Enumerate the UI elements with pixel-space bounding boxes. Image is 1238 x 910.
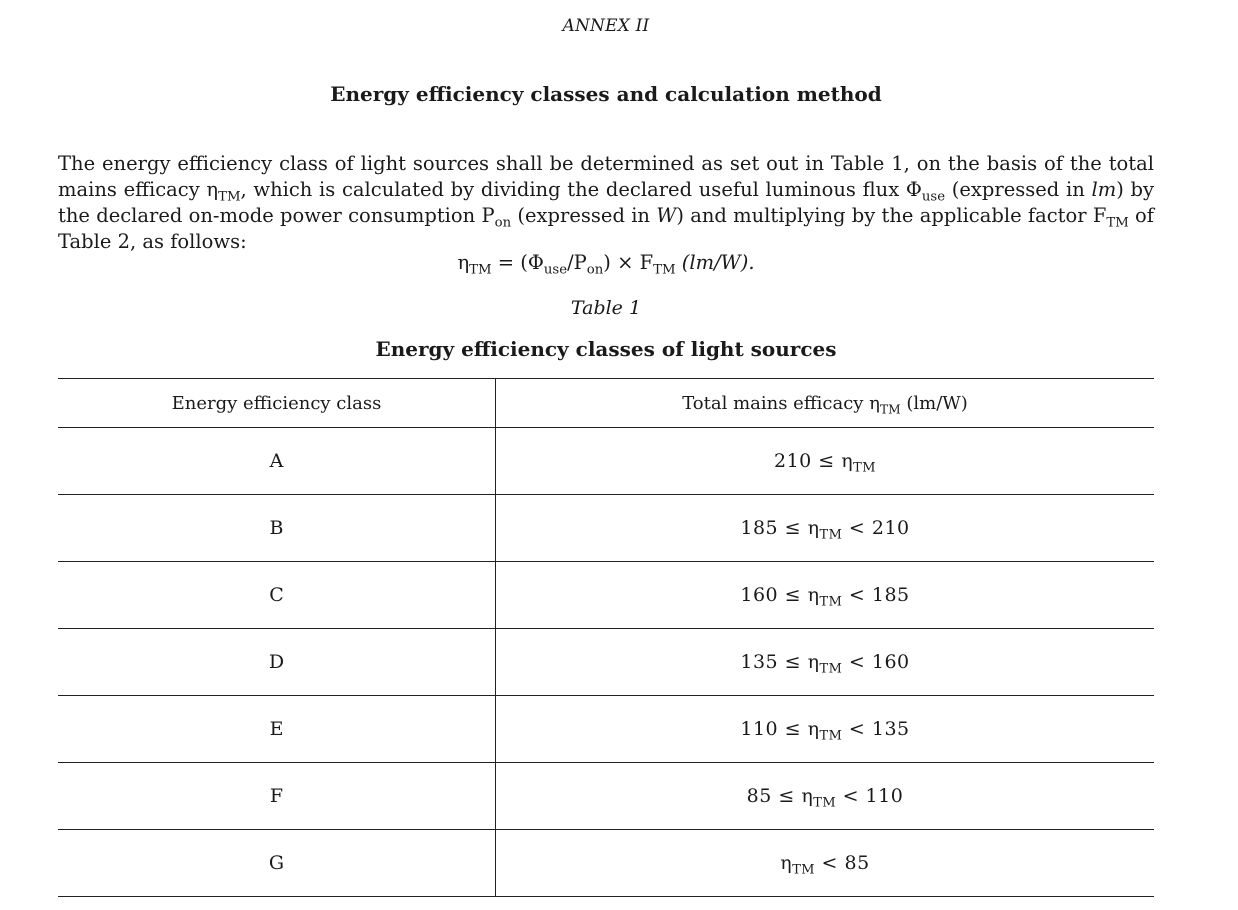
table-row xyxy=(58,696,1154,763)
efficacy-range-cell: $160 \le \eta_{TM} < 185$ xyxy=(496,562,1155,629)
efficacy-formula: $\eta_{TM} = (\Phi_{use}/P_{on}) \times F_{TM}$ (lm/W). xyxy=(457,251,755,278)
table-title: Energy efficiency classes of light sources xyxy=(375,337,837,361)
section-title: Energy efficiency classes and calculation method xyxy=(330,82,882,106)
efficacy-range-cell: $210 \le \eta_{TM}$ xyxy=(496,428,1155,495)
intro-paragraph: The energy efficiency class of light sources shall be determined as set out in Table 1, on the basis of the total mains efficacy $\eta_{TM}$, which is calculated by dividing the declared useful luminous flux $\Phi_{use}$ (expressed in lm) by the declared on-mode power consumption $P_{on}$ (expressed in W) and multiplying by the applicable factor $F_{TM}$ of Table 2, as follows: xyxy=(58,152,1155,253)
table-number: Table 1 xyxy=(570,297,642,319)
class-cell: A xyxy=(58,428,496,495)
class-cell: D xyxy=(58,629,496,696)
table-header-row xyxy=(58,379,1154,428)
class-cell: C xyxy=(58,562,496,629)
header-energy-class: Energy efficiency class xyxy=(58,379,496,428)
table-row xyxy=(58,428,1154,495)
header-total-mains-efficacy: Total mains efficacy $\eta_{TM}$ (lm/W) xyxy=(496,379,1155,428)
table-row xyxy=(58,629,1154,696)
class-cell: G xyxy=(58,830,496,897)
class-cell: F xyxy=(58,763,496,830)
efficacy-range-cell: $185 \le \eta_{TM} < 210$ xyxy=(496,495,1155,562)
annex-heading: ANNEX II xyxy=(562,16,650,36)
efficacy-range-cell: $\eta_{TM} < 85$ xyxy=(496,830,1155,897)
efficacy-range-cell: $85 \le \eta_{TM} < 110$ xyxy=(496,763,1155,830)
efficacy-range-cell: $110 \le \eta_{TM} < 135$ xyxy=(496,696,1155,763)
efficiency-classes-table xyxy=(58,378,1154,897)
efficacy-range-cell: $135 \le \eta_{TM} < 160$ xyxy=(496,629,1155,696)
table-row xyxy=(58,830,1154,897)
table-row xyxy=(58,495,1154,562)
table-row xyxy=(58,763,1154,830)
class-cell: E xyxy=(58,696,496,763)
class-cell: B xyxy=(58,495,496,562)
table-row xyxy=(58,562,1154,629)
